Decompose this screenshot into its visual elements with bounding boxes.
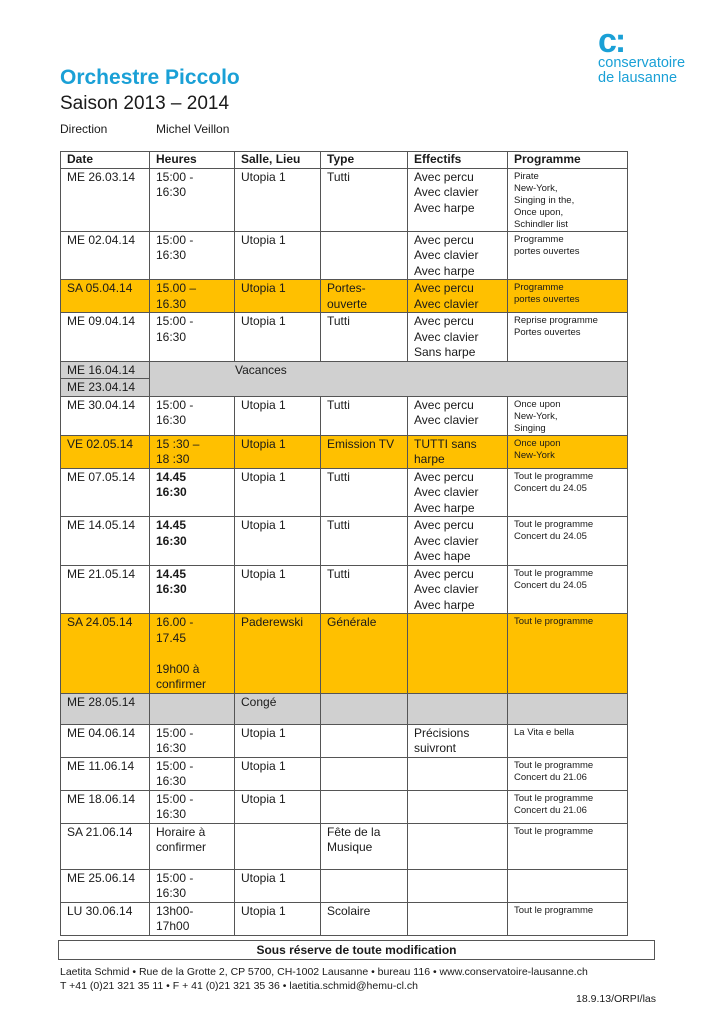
cell-heures-line: 16.00 - [156,615,194,629]
cell-heures [150,614,235,694]
cell-salle: Utopia 1 [235,468,321,517]
address-line-1: Laetita Schmid • Rue de la Grotte 2, CP 5700, CH-1002 Lausanne • bureau 116 • www.conservatoire-lausanne.ch [60,966,588,978]
cell-heures-line: confirmer [156,840,207,854]
cell-effectifs-line: Avec clavier [414,248,479,262]
cell-date: ME 09.04.14 [61,313,150,362]
cell-effectifs [408,823,508,869]
cell-heures-line: 15 :30 – [156,436,200,451]
cell-effectifs [408,902,508,935]
cell-programme [508,790,628,823]
cell-type [321,231,408,280]
table-row [61,280,628,313]
cell-programme-line: Concert du 21.06 [514,804,587,816]
schedule-table [60,151,628,936]
cell-date: ME 02.04.14 [61,231,150,280]
cell-effectifs-line: suivront [414,741,457,755]
season-subtitle: Saison 2013 – 2014 [60,93,230,114]
table-row [61,614,628,694]
cell-effectifs-line: Avec clavier [414,329,479,344]
cell-heures [150,517,235,566]
cell-programme [508,614,628,694]
cell-programme-line: Reprise programme [514,315,598,326]
cell-effectifs-line: Avec percu [414,281,474,295]
cell-effectifs [408,790,508,823]
cell-effectifs-line: Avec clavier [414,582,479,596]
cell-heures-line: 17.45 [156,630,187,645]
table-row [61,565,628,614]
cell-type: Emission TV [321,435,408,468]
cell-type [321,869,408,902]
cell-programme-line: New-York [514,449,555,461]
table-row [61,313,628,362]
cell-programme [508,693,628,724]
cell-heures-line: 15:00 - [156,232,194,247]
cell-heures-line: 16:30 [156,485,187,499]
table-row [61,902,628,935]
cell-salle: Utopia 1 [235,435,321,468]
table-row [61,396,628,435]
table-row [61,231,628,280]
cell-date: ME 16.04.14 [61,361,150,379]
cell-heures [150,396,235,435]
cell-heures [150,724,235,757]
cell-type: Portes-ouverte [321,280,408,313]
cell-programme-line: La Vita e bella [514,726,575,738]
header-type: Type [321,152,408,169]
cell-heures-line: 14.45 [156,469,187,484]
cell-programme-line: Singing in the, [514,194,575,206]
table-row [61,823,628,869]
logo-line-2: de lausanne [598,70,678,86]
cell-effectifs-line: Avec percu [414,397,474,412]
cell-effectifs-line: Avec clavier [414,296,479,311]
cell-effectifs-line: Avec clavier [414,413,479,427]
cell-programme-line: Tout le programme [514,904,594,916]
cell-heures-line: 16:30 [156,741,187,755]
cell-effectifs-line: Précisions [414,725,470,740]
cell-effectifs-line: Avec percu [414,232,474,247]
cell-effectifs [408,231,508,280]
vacation-cell [150,361,628,396]
cell-programme [508,869,628,902]
cell-programme [508,902,628,935]
cell-date: ME 07.05.14 [61,468,150,517]
cell-effectifs-line: TUTTI sans [414,436,477,451]
table-row [61,517,628,566]
cell-programme-line: Concert du 24.05 [514,579,587,591]
cell-programme-line: Once upon [514,398,561,410]
cell-type: Tutti [321,468,408,517]
cell-salle: Utopia 1 [235,280,321,313]
table-row [61,757,628,790]
cell-heures-line: Horaire à [156,824,206,839]
cell-effectifs-line: Avec percu [414,566,474,581]
cell-heures [150,280,235,313]
cell-effectifs-line: Avec harpe [414,263,475,278]
cell-programme-line: New-York, [514,182,558,194]
cell-heures-line: 15:00 - [156,758,194,773]
cell-programme [508,231,628,280]
direction-value: Michel Veillon [156,122,230,136]
cell-effectifs-line: Avec percu [414,314,474,328]
cell-heures [150,468,235,517]
cell-programme-line: Tout le programme [514,519,594,530]
cell-date: SA 21.06.14 [61,823,150,869]
table-row [61,693,628,724]
cell-heures [150,757,235,790]
cell-salle: Utopia 1 [235,757,321,790]
cell-programme [508,168,628,231]
cell-salle [235,823,321,869]
cell-effectifs [408,693,508,724]
cell-programme [508,757,628,790]
cell-programme-line: Tout le programme [514,567,594,579]
cell-programme-line: portes ouvertes [514,294,580,305]
cell-salle: Utopia 1 [235,869,321,902]
cell-heures-line: 16:30 [156,248,187,262]
cell-type: Tutti [321,313,408,362]
header-date: Date [61,152,150,169]
cell-effectifs-line: Sans harpe [414,345,476,359]
cell-effectifs-line: Avec clavier [414,533,479,548]
schedule-body [61,168,628,935]
cell-heures-line: 15:00 - [156,397,194,412]
table-row [61,468,628,517]
cell-programme-line: Schindler list [514,218,568,230]
cell-programme [508,517,628,566]
cell-heures-line: 16:30 [156,185,187,199]
cell-heures [150,565,235,614]
table-row [61,724,628,757]
cell-programme [508,313,628,362]
cell-effectifs-line: Avec clavier [414,185,479,199]
reserve-notice: Sous réserve de toute modification [58,940,655,960]
cell-date: ME 26.03.14 [61,168,150,231]
cell-salle: Utopia 1 [235,517,321,566]
cell-heures-line: 15:00 - [156,870,194,885]
cell-effectifs [408,724,508,757]
page-title: Orchestre Piccolo [60,66,240,89]
cell-programme-line: Once upon, [514,206,564,218]
cell-programme-line: Singing [514,422,546,434]
cell-salle: Utopia 1 [235,396,321,435]
cell-programme-line: Concert du 24.05 [514,482,587,494]
address-line-2: T +41 (0)21 321 35 11 • F + 41 (0)21 321 35 36 • laetitia.schmid@hemu-cl.ch [60,980,418,992]
cell-effectifs [408,280,508,313]
cell-effectifs [408,396,508,435]
header-heures: Heures [150,152,235,169]
cell-effectifs-line: Avec percu [414,169,474,184]
cell-heures [150,231,235,280]
cell-salle: Utopia 1 [235,565,321,614]
cell-salle: Utopia 1 [235,790,321,823]
cell-heures-line: 16:30 [156,582,187,596]
cell-heures [150,790,235,823]
cell-programme-line: Concert du 21.06 [514,771,587,783]
cell-heures-line: 16:30 [156,533,187,548]
cell-heures-line: 15.00 – [156,281,197,295]
cell-programme-line: Tout le programme [514,792,594,804]
cell-heures-line: 19h00 à [156,661,200,676]
cell-date: ME 25.06.14 [61,869,150,902]
conservatoire-logo [598,22,708,86]
cell-date: VE 02.05.14 [61,435,150,468]
logo-mark: c: [598,22,625,60]
cell-heures-line: 16:30 [156,774,187,788]
table-row [61,361,628,379]
cell-effectifs-line: Avec clavier [414,485,479,499]
direction-label: Direction [60,122,108,136]
cell-heures [150,693,235,724]
cell-heures-line: 16:30 [156,807,187,821]
cell-programme [508,468,628,517]
cell-programme-line: Programme [514,233,564,245]
cell-effectifs [408,517,508,566]
cell-effectifs [408,869,508,902]
cell-effectifs [408,313,508,362]
cell-effectifs [408,168,508,231]
cell-heures-line [156,646,228,662]
cell-date: ME 11.06.14 [61,757,150,790]
cell-programme-line: Tout le programme [514,470,594,482]
document-reference: 18.9.13/ORPI/las [576,993,656,1005]
cell-type: Tutti [321,517,408,566]
cell-heures [150,902,235,935]
cell-programme-line: Pirate [514,170,539,182]
table-row [61,790,628,823]
cell-effectifs-line: Avec harpe [414,597,475,612]
cell-salle: Utopia 1 [235,902,321,935]
cell-heures-line: 16:30 [156,329,187,344]
cell-heures-line: confirmer [156,677,207,691]
cell-heures-line: 13h00- [156,903,194,918]
cell-effectifs [408,757,508,790]
cell-heures-line: 15:00 - [156,791,194,806]
cell-programme-line: Once upon [514,437,561,449]
cell-type: Tutti [321,396,408,435]
cell-date: ME 23.04.14 [61,379,150,397]
cell-date: ME 18.06.14 [61,790,150,823]
cell-programme-line: Portes ouvertes [514,327,581,338]
cell-date: ME 21.05.14 [61,565,150,614]
cell-type: Générale [321,614,408,694]
cell-heures-line: 18 :30 [156,452,190,466]
table-row [61,168,628,231]
cell-heures-line: 14.45 [156,518,187,532]
cell-type [321,724,408,757]
cell-effectifs-line: Avec harpe [414,500,475,515]
cell-heures [150,168,235,231]
table-row [61,869,628,902]
cell-heures-line: 15:00 - [156,169,194,184]
cell-programme-line: Tout le programme [514,759,594,771]
cell-heures-line: 14.45 [156,566,187,581]
cell-effectifs [408,468,508,517]
cell-programme-line: Tout le programme [514,825,594,837]
cell-heures-line: 17h00 [156,919,190,933]
cell-salle: Utopia 1 [235,313,321,362]
cell-programme-line: New-York, [514,410,558,422]
cell-heures [150,435,235,468]
table-header-row [61,152,628,169]
cell-date: SA 05.04.14 [61,280,150,313]
cell-type: Tutti [321,168,408,231]
cell-salle: Utopia 1 [235,724,321,757]
cell-salle: Congé [235,693,321,724]
cell-effectifs [408,435,508,468]
cell-effectifs-line: Avec percu [414,518,474,532]
cell-type: Tutti [321,565,408,614]
cell-date: SA 24.05.14 [61,614,150,694]
cell-date: ME 30.04.14 [61,396,150,435]
cell-salle: Utopia 1 [235,231,321,280]
cell-effectifs-line: harpe [414,452,445,466]
cell-date: LU 30.06.14 [61,902,150,935]
cell-date: ME 28.05.14 [61,693,150,724]
cell-programme [508,396,628,435]
cell-type [321,757,408,790]
cell-salle: Utopia 1 [235,168,321,231]
logo-line-1: conservatoire [598,55,686,71]
cell-programme [508,565,628,614]
cell-heures [150,823,235,869]
cell-programme [508,724,628,757]
cell-effectifs [408,614,508,694]
cell-date: ME 04.06.14 [61,724,150,757]
cell-type [321,693,408,724]
cell-type: Fête de la Musique [321,823,408,869]
cell-effectifs-line: Avec percu [414,469,474,484]
cell-date: ME 14.05.14 [61,517,150,566]
cell-heures-line: 16:30 [156,413,187,427]
cell-heures-line: 15:00 - [156,725,194,740]
cell-programme [508,435,628,468]
cell-programme-line: Tout le programme [514,616,594,627]
header-programme: Programme [508,152,628,169]
cell-programme-line: portes ouvertes [514,245,580,257]
cell-salle: Paderewski [235,614,321,694]
cell-heures [150,869,235,902]
cell-type: Scolaire [321,902,408,935]
cell-heures-line: 16:30 [156,886,187,900]
header-salle: Salle, Lieu [235,152,321,169]
cell-type [321,790,408,823]
header-effectifs: Effectifs [408,152,508,169]
cell-programme [508,823,628,869]
vacation-label: Vacances [235,362,287,377]
cell-effectifs-line: Avec hape [414,549,471,563]
cell-heures-line: 16.30 [156,296,187,311]
table-row [61,435,628,468]
cell-heures-line: 15:00 - [156,314,194,328]
cell-effectifs [408,565,508,614]
cell-effectifs-line: Avec harpe [414,200,475,215]
cell-heures [150,313,235,362]
cell-programme [508,280,628,313]
cell-programme-line: Concert du 24.05 [514,531,587,542]
cell-programme-line: Programme [514,282,564,293]
